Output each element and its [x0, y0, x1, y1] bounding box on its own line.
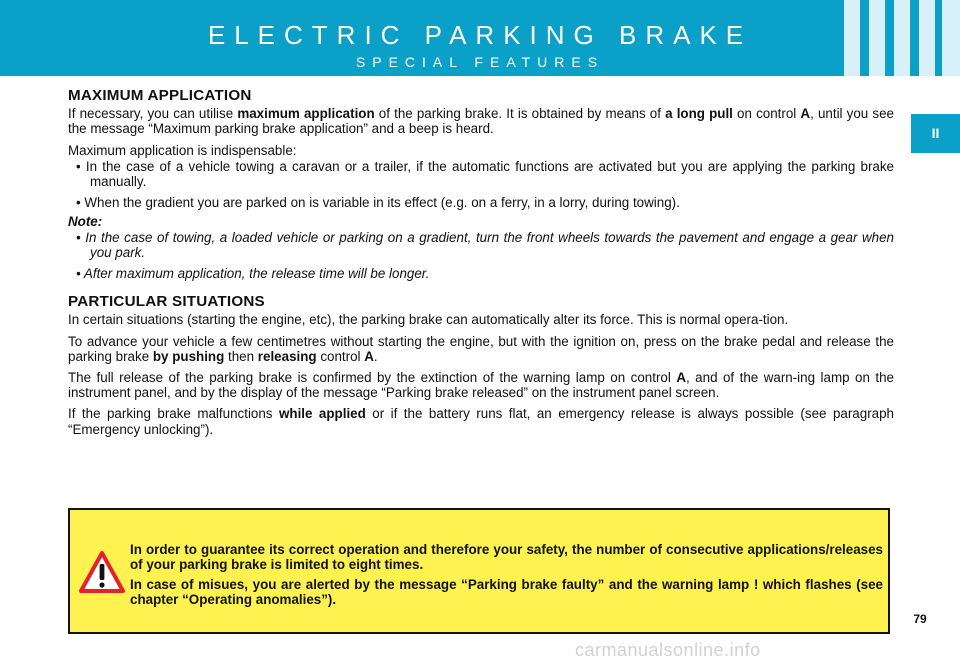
header-stripes — [835, 0, 960, 76]
stripe — [844, 0, 860, 76]
stripe — [942, 0, 960, 76]
note-item: • In the case of towing, a loaded vehicle or parking on a gradient, turn the front wheels towards the pavement and engage a gear when you park. — [76, 229, 894, 260]
section-heading-particular-situations: PARTICULAR SITUATIONS — [68, 293, 265, 311]
warning-paragraph: In case of misues, you are alerted by the message “Parking brake faulty” and the warning lamp ! which flashes (see chapter “Operating anomalies”). — [130, 577, 883, 607]
list-item: • In the case of a vehicle towing a caravan or a trailer, if the automatic functions are activated but you are applying the parking brake manually. — [76, 158, 894, 190]
page-subtitle: SPECIAL FEATURES — [355, 54, 605, 70]
main-content — [68, 88, 894, 443]
paragraph: In certain situations (starting the engine, etc), the parking brake can automatically alter its force. This is normal opera-tion. — [68, 312, 789, 328]
list-item: • When the gradient you are parked on is variable in its effect (e.g. on a ferry, in a lorry, during towing). — [76, 195, 680, 211]
warning-text — [130, 542, 883, 612]
note-label: Note: — [68, 214, 103, 230]
paragraph: The full release of the parking brake is confirmed by the extinction of the warning lamp on control A, and of the warn-ing lamp on the instrument panel, and by the display of the message “Parking brake released” on the instrument panel screen. — [68, 370, 894, 401]
stripe — [869, 0, 885, 76]
paragraph: Maximum application is indispensable: — [68, 142, 297, 158]
stripe — [894, 0, 910, 76]
page-title: ELECTRIC PARKING BRAKE — [207, 20, 753, 50]
chapter-tab[interactable]: II — [911, 114, 960, 153]
warning-paragraph: In order to guarantee its correct operation and therefore your safety, the number of consecutive applications/releases of your parking brake is limited to eight times. — [130, 542, 883, 572]
warning-box — [68, 508, 890, 634]
warning-triangle-icon — [78, 550, 126, 594]
page-number: 79 — [913, 612, 927, 626]
paragraph: If the parking brake malfunctions while applied or if the battery runs flat, an emergency release is always possible (see paragraph “Emergency unlocking”). — [68, 406, 894, 437]
header-band — [0, 0, 960, 76]
watermark: carmanualsonline.info — [575, 640, 761, 660]
note-item: • After maximum application, the release time will be longer. — [76, 266, 430, 282]
paragraph: To advance your vehicle a few centimetres without starting the engine, but with the ignition on, press on the brake pedal and release the parking brake by pushing then releasing control A. — [68, 333, 894, 364]
paragraph: If necessary, you can utilise maximum application of the parking brake. It is obtained by means of a long pull on control A, until you see the message “Maximum parking brake application” and a beep is heard. — [68, 106, 894, 137]
stripe — [919, 0, 935, 76]
section-heading-maximum-application: MAXIMUM APPLICATION — [68, 87, 252, 104]
